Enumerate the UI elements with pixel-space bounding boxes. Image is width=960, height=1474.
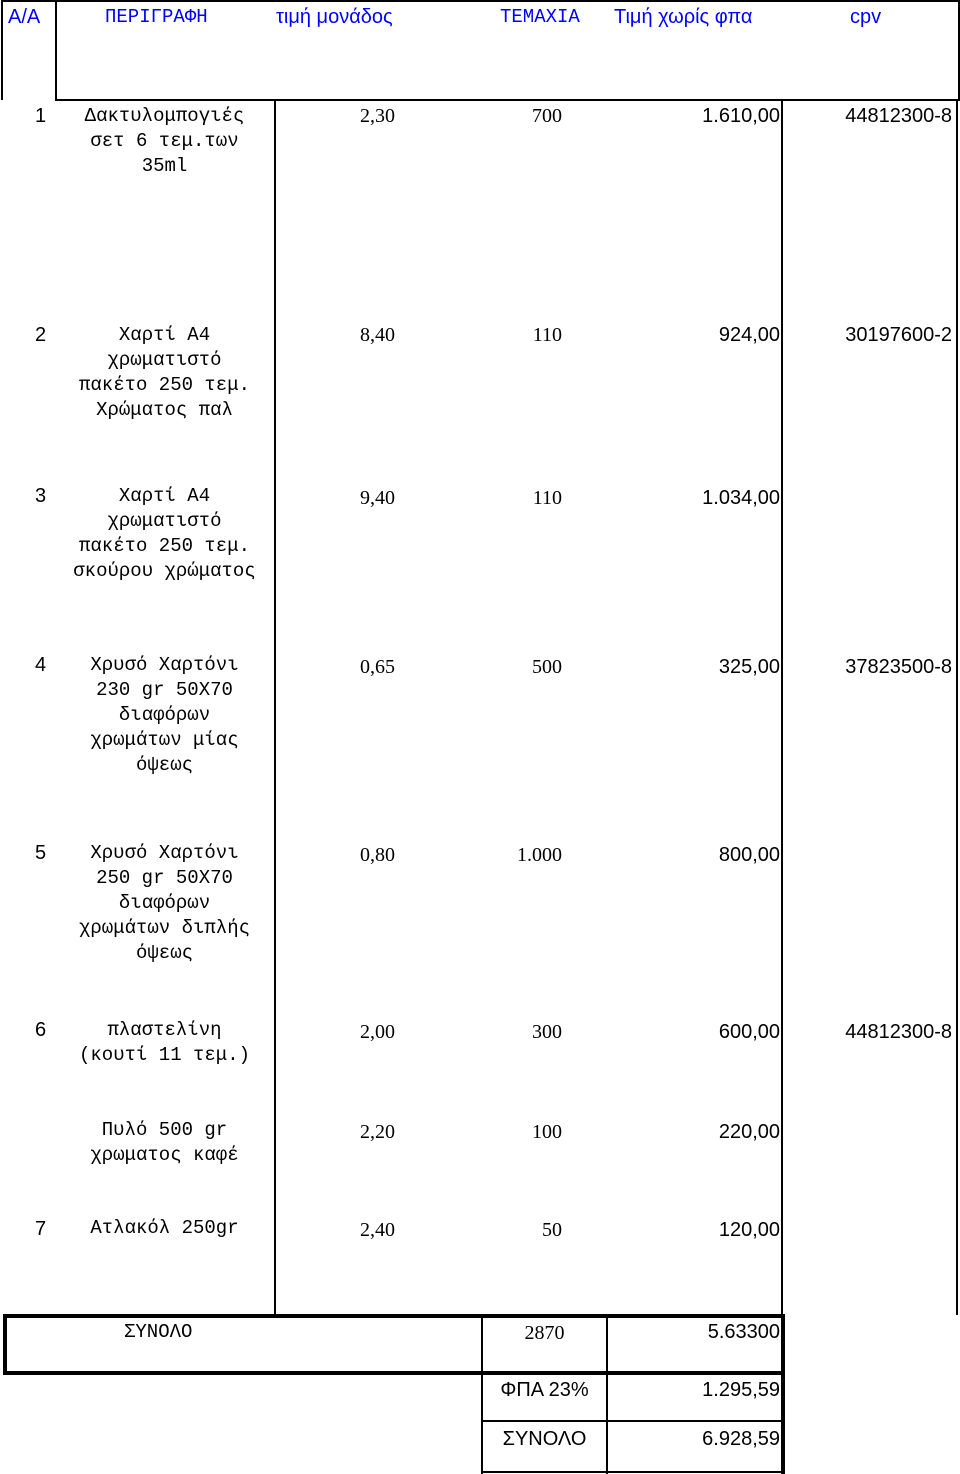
item-description: Πυλό 500 gr χρωματος καφέ: [90, 1119, 239, 1166]
price-no-vat: 1.610,00: [702, 105, 780, 127]
summary-total-amount: 5.63300: [707, 1321, 780, 1343]
quantity: 50: [542, 1219, 562, 1241]
cpv-code: 30197600-2: [845, 324, 952, 346]
unit-price: 0,80: [360, 844, 395, 866]
table-border: [55, 0, 57, 100]
quantity: 100: [532, 1121, 562, 1143]
row-number: 5: [35, 842, 47, 864]
quantity: 1.000: [517, 844, 562, 866]
quantity: 700: [532, 105, 562, 127]
table-border: [274, 100, 276, 1315]
quantity: 110: [532, 324, 562, 346]
header-description: ΠΕΡΙΓΡΑΦΗ: [105, 6, 208, 28]
table-border: [781, 1314, 785, 1474]
row-number: 3: [35, 485, 47, 507]
summary-vat-label: ΦΠΑ 23%: [500, 1379, 589, 1401]
price-no-vat: 220,00: [718, 1121, 780, 1143]
item-description: Χρυσό Χαρτόνι 230 gr 50X70 διαφόρων χρωμάτων μίας όψεως: [90, 654, 239, 776]
item-description: Δακτυλομπογιές σετ 6 τεμ.των 35ml: [84, 105, 245, 177]
unit-price: 2,20: [360, 1121, 395, 1143]
item-description: Ατλακόλ 250gr: [90, 1217, 239, 1239]
table-border: [1, 0, 960, 2]
row-number: 6: [35, 1019, 47, 1041]
item-description: Χαρτί Α4 χρωματιστό πακέτο 250 τεμ. σκούρου χρώματος: [73, 485, 256, 582]
summary-grand-amount: 6.928,59: [702, 1428, 780, 1450]
table-border: [481, 1471, 783, 1473]
header-unit-price: τιμή μονάδος: [276, 6, 393, 28]
price-no-vat: 924,00: [718, 324, 780, 346]
header-cpv: cpv: [850, 6, 882, 28]
price-no-vat: 120,00: [718, 1219, 780, 1241]
table-border: [1, 0, 3, 100]
table-border: [481, 1420, 783, 1422]
row-number: 2: [35, 324, 47, 346]
table-border: [3, 1371, 783, 1375]
table-border: [3, 1314, 7, 1375]
cpv-code: 44812300-8: [845, 105, 952, 127]
price-no-vat: 600,00: [718, 1021, 780, 1043]
price-no-vat: 325,00: [718, 656, 780, 678]
cpv-code: 37823500-8: [845, 656, 952, 678]
table-border: [3, 1314, 783, 1318]
header-price-no-vat: Τιμή χωρίς φπα: [614, 6, 753, 28]
row-number: 4: [35, 654, 47, 676]
header-aa: Α/Α: [8, 6, 41, 28]
row-number: 7: [35, 1218, 47, 1240]
table-border: [55, 99, 960, 101]
quantity: 500: [532, 656, 562, 678]
summary-total-quantity: 2870: [524, 1322, 565, 1344]
summary-total-label: ΣΥΝΟΛΟ: [124, 1321, 193, 1343]
summary-grand-label: ΣΥΝΟΛΟ: [502, 1428, 587, 1450]
price-no-vat: 800,00: [718, 844, 780, 866]
item-description: Χαρτί Α4 χρωματιστό πακέτο 250 τεμ. Χρώματος παλ: [78, 324, 251, 421]
unit-price: 2,30: [360, 105, 395, 127]
summary-vat-amount: 1.295,59: [702, 1379, 780, 1401]
unit-price: 0,65: [360, 656, 395, 678]
table-border: [956, 100, 958, 1315]
cpv-code: 44812300-8: [845, 1021, 952, 1043]
unit-price: 9,40: [360, 487, 395, 509]
header-quantity: ΤΕΜΑΧΙΑ: [500, 6, 580, 28]
price-no-vat: 1.034,00: [702, 487, 780, 509]
unit-price: 2,40: [360, 1219, 395, 1241]
table-border: [781, 100, 783, 1315]
unit-price: 2,00: [360, 1021, 395, 1043]
item-description: Χρυσό Χαρτόνι 250 gr 50X70 διαφόρων χρωμάτων διπλής όψεως: [78, 842, 251, 964]
quantity: 300: [532, 1021, 562, 1043]
item-description: πλαστελίνη (κουτί 11 τεμ.): [78, 1019, 251, 1066]
quantity: 110: [532, 487, 562, 509]
unit-price: 8,40: [360, 324, 395, 346]
row-number: 1: [35, 105, 47, 127]
